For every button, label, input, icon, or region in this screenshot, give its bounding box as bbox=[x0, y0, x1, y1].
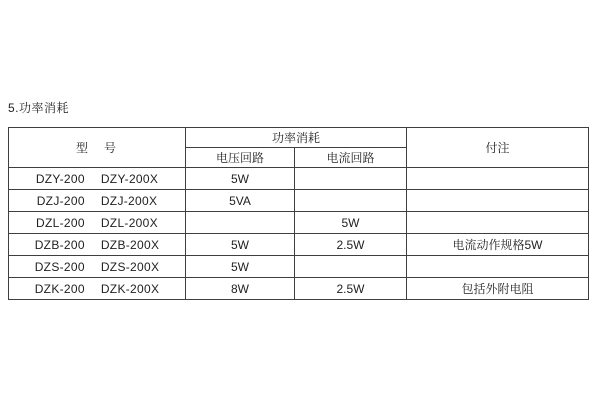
column-header-power-group: 功率消耗 bbox=[186, 128, 407, 148]
model-name-x: DZS-200X bbox=[100, 259, 160, 274]
section-title: 5.功率消耗 bbox=[8, 101, 70, 115]
voltage-circuit-value: 5W bbox=[186, 168, 295, 190]
note-value bbox=[407, 212, 589, 234]
current-circuit-value bbox=[295, 168, 407, 190]
table-row bbox=[9, 234, 589, 256]
current-circuit-value: 5W bbox=[295, 212, 407, 234]
model-name-x: DZK-200X bbox=[100, 281, 160, 296]
voltage-circuit-value bbox=[186, 212, 295, 234]
power-consumption-table bbox=[8, 127, 589, 300]
model-name: DZB-200 bbox=[34, 237, 85, 252]
table-header-row-1 bbox=[9, 128, 589, 148]
table-row bbox=[9, 190, 589, 212]
table-row bbox=[9, 212, 589, 234]
voltage-circuit-value: 8W bbox=[186, 278, 295, 300]
voltage-circuit-value: 5W bbox=[186, 234, 295, 256]
model-cell bbox=[9, 168, 186, 190]
model-cell bbox=[9, 256, 186, 278]
model-name: DZJ-200 bbox=[36, 193, 85, 208]
model-name-x: DZJ-200X bbox=[100, 193, 158, 208]
note-value bbox=[407, 190, 589, 212]
column-header-current-circuit: 电流回路 bbox=[295, 148, 407, 168]
model-name-x: DZB-200X bbox=[100, 237, 160, 252]
model-name: DZS-200 bbox=[34, 259, 85, 274]
current-circuit-value bbox=[295, 256, 407, 278]
column-header-model: 型 号 bbox=[9, 128, 186, 168]
current-circuit-value: 2.5W bbox=[295, 234, 407, 256]
model-cell bbox=[9, 234, 186, 256]
model-name-x: DZY-200X bbox=[100, 171, 159, 186]
model-name-x: DZL-200X bbox=[100, 215, 158, 230]
table-row bbox=[9, 256, 589, 278]
current-circuit-value bbox=[295, 190, 407, 212]
voltage-circuit-value: 5W bbox=[186, 256, 295, 278]
table-row bbox=[9, 278, 589, 300]
model-cell bbox=[9, 278, 186, 300]
note-value: 包括外附电阻 bbox=[407, 278, 589, 300]
note-value: 电流动作规格5W bbox=[407, 234, 589, 256]
note-value bbox=[407, 256, 589, 278]
table-row bbox=[9, 168, 589, 190]
note-value bbox=[407, 168, 589, 190]
voltage-circuit-value: 5VA bbox=[186, 190, 295, 212]
model-cell bbox=[9, 212, 186, 234]
model-cell bbox=[9, 190, 186, 212]
column-header-note: 付注 bbox=[407, 128, 589, 168]
model-name: DZL-200 bbox=[36, 215, 85, 230]
model-name: DZK-200 bbox=[34, 281, 85, 296]
column-header-voltage-circuit: 电压回路 bbox=[186, 148, 295, 168]
model-name: DZY-200 bbox=[35, 171, 85, 186]
current-circuit-value: 2.5W bbox=[295, 278, 407, 300]
